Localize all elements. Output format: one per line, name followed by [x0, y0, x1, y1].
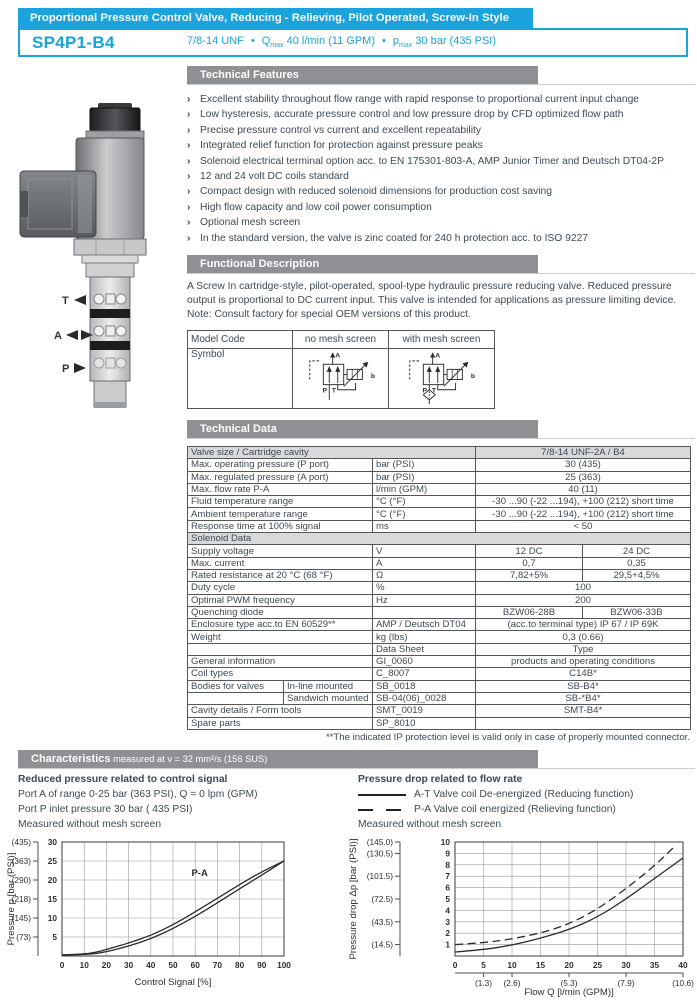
table-row — [188, 606, 691, 618]
table-cell: V — [373, 545, 476, 557]
table-cell: < 50 — [476, 520, 691, 532]
pmax-value: 30 bar (435 PSI) — [415, 35, 497, 48]
table-row — [188, 520, 691, 532]
svg-text:Pressure drop Δp [bar (PSI)]: Pressure drop Δp [bar (PSI)] — [348, 838, 359, 960]
svg-text:8: 8 — [445, 859, 450, 870]
table-cell: Quenching diode — [188, 606, 373, 618]
table-cell: °C (°F) — [373, 508, 476, 520]
table-cell: Solenoid Data — [188, 533, 691, 545]
svg-text:(5.3): (5.3) — [560, 978, 578, 988]
table-cell: 7/8-14 UNF-2A / B4 — [476, 447, 691, 459]
table-cell: Coil types — [188, 668, 373, 680]
table-cell — [476, 717, 691, 729]
table-cell: 29,5+4,5% — [583, 569, 691, 581]
right-chart-notes — [358, 772, 693, 832]
table-cell: 200 — [476, 594, 691, 606]
table-header-cell: with mesh screen — [389, 331, 495, 349]
chart-tick-labels — [12, 837, 292, 970]
svg-text:0: 0 — [59, 960, 65, 970]
svg-text:25: 25 — [47, 856, 57, 866]
table-cell: -30 ...90 (-22 ...194), +100 (212) short time — [476, 508, 691, 520]
chart-note-line: Port A of range 0-25 bar (363 PSI), Q = 0 lpm (GPM) — [18, 789, 258, 800]
svg-text:5: 5 — [481, 960, 486, 970]
svg-text:30: 30 — [123, 960, 134, 970]
svg-text:20: 20 — [101, 960, 112, 970]
svg-text:70: 70 — [212, 960, 223, 970]
svg-text:(363): (363) — [11, 856, 31, 866]
port-label-p: P — [62, 363, 70, 375]
svg-text:40: 40 — [678, 960, 688, 970]
feature-item — [187, 154, 695, 169]
section-bar: Technical Features — [187, 66, 538, 84]
svg-text:P-A: P-A — [191, 868, 208, 880]
svg-text:(43.5): (43.5) — [371, 916, 393, 927]
svg-text:(1.3): (1.3) — [474, 978, 493, 988]
table-cell: kg (lbs) — [373, 631, 476, 643]
svg-text:3: 3 — [445, 916, 450, 927]
svg-text:(130.5): (130.5) — [366, 848, 393, 859]
svg-text:b: b — [470, 372, 475, 380]
feature-text: 12 and 24 volt DC coils standard — [200, 171, 349, 183]
table-row — [188, 631, 691, 643]
chart-note-line: Measured without mesh screen — [358, 819, 502, 830]
port-arrow-a-left-icon — [66, 330, 78, 340]
feature-text: Integrated relief function for protection against pressure peaks — [200, 140, 483, 152]
table-cell — [188, 692, 284, 704]
pmax-subscript: max — [399, 42, 413, 50]
table-cell: SB-B4* — [476, 680, 691, 692]
svg-text:(435): (435) — [11, 837, 31, 847]
table-cell: SB_0018 — [373, 680, 476, 692]
bullet-marker: › — [187, 232, 191, 244]
chart-note-line: Port P inlet pressure 30 bar ( 435 PSI) — [18, 804, 193, 815]
table-cell: Valve size / Cartridge cavity — [188, 447, 476, 459]
svg-text:10: 10 — [440, 837, 450, 847]
svg-text:80: 80 — [234, 960, 245, 970]
feature-item — [187, 138, 695, 153]
feature-text: Excellent stability throughout flow range with rapid response to proportional current input change — [200, 94, 640, 105]
table-cell: Max. regulated pressure (A port) — [188, 471, 373, 483]
table-row — [188, 496, 691, 508]
svg-text:Flow Q [l/min (GPM)]: Flow Q [l/min (GPM)] — [524, 987, 614, 998]
table-cell: BZW06-33B — [583, 606, 691, 618]
chart-title: Pressure drop related to flow rate — [358, 774, 523, 785]
qmax-subscript: max — [270, 42, 284, 50]
table-row — [188, 545, 691, 557]
table-cell: Fluid temperature range — [188, 496, 373, 508]
table-cell: 0,7 — [476, 557, 583, 569]
hydraulic-symbol-drawing — [396, 349, 488, 405]
svg-text:(73): (73) — [16, 932, 31, 942]
svg-text:40: 40 — [146, 960, 156, 970]
svg-text:(2.6): (2.6) — [503, 978, 521, 988]
feature-item — [187, 123, 695, 138]
svg-text:1: 1 — [445, 939, 450, 950]
table-row — [188, 349, 495, 409]
table-cell: bar (PSI) — [373, 471, 476, 483]
port-arrow-t-icon — [74, 295, 86, 305]
pressure-drop-chart — [348, 833, 696, 1001]
table-row — [188, 483, 691, 495]
port-label-t: T — [62, 295, 69, 307]
svg-text:b: b — [370, 372, 375, 380]
table-cell: 7,82+5% — [476, 569, 583, 581]
bullet-marker: › — [187, 109, 191, 121]
svg-text:(101.5): (101.5) — [366, 871, 393, 882]
chart-note-line: Measured without mesh screen — [18, 819, 162, 830]
table-cell: Sandwich mounted — [284, 692, 373, 704]
table-cell: Ω — [373, 569, 476, 581]
table-row — [188, 692, 691, 704]
table-cell: SP_8010 — [373, 717, 476, 729]
svg-text:(14.5): (14.5) — [371, 939, 393, 950]
bullet-marker: › — [187, 124, 191, 136]
reduced-pressure-chart — [4, 833, 314, 1001]
svg-text:9: 9 — [445, 848, 450, 859]
svg-text:(145): (145) — [11, 913, 31, 923]
svg-text:Pressure p [bar (PSI)]: Pressure p [bar (PSI)] — [6, 852, 17, 946]
svg-text:5: 5 — [445, 894, 450, 904]
table-header-cell: Model Code — [188, 331, 293, 349]
section-bar: Technical Data — [187, 420, 538, 438]
svg-text:20: 20 — [564, 960, 574, 970]
table-cell: Max. current — [188, 557, 373, 569]
table-cell: 25 (363) — [476, 471, 691, 483]
table-cell: -30 ...90 (-22 ...194), +100 (212) short time — [476, 496, 691, 508]
valve-body-drawing — [20, 103, 146, 408]
thread-size: 7/8-14 UNF — [187, 35, 244, 48]
table-cell: Type — [476, 643, 691, 655]
table-cell: bar (PSI) — [373, 459, 476, 471]
svg-text:P: P — [421, 387, 427, 395]
series-line — [455, 847, 674, 945]
chart-grid — [455, 842, 683, 956]
svg-text:6: 6 — [445, 882, 450, 893]
table-row — [188, 331, 495, 349]
svg-text:10: 10 — [79, 960, 89, 970]
svg-text:2: 2 — [445, 928, 450, 939]
svg-text:(7.9): (7.9) — [617, 978, 635, 988]
table-cell: AMP / Deutsch DT04 — [373, 619, 476, 631]
qmax-symbol: Q — [261, 35, 271, 48]
hydraulic-symbol-drawing — [296, 349, 388, 405]
spec-separator: • — [250, 35, 255, 48]
table-cell: SB-*B4* — [476, 692, 691, 704]
port-arrow-p-icon — [74, 363, 86, 373]
svg-text:7: 7 — [445, 871, 450, 882]
svg-text:(145.0): (145.0) — [366, 837, 393, 847]
table-row — [188, 557, 691, 569]
table-cell: SMT-B4* — [476, 705, 691, 717]
document-title-bar: Proportional Pressure Control Valve, Reducing - Relieving, Pilot Operated, Screw-In Style — [18, 8, 533, 28]
table-cell: Spare parts — [188, 717, 373, 729]
feature-text: Precise pressure control vs current and excellent repeatability — [200, 124, 482, 136]
table-row — [188, 717, 691, 729]
svg-text:25: 25 — [592, 960, 603, 970]
svg-text:(218): (218) — [11, 894, 31, 904]
spec-separator: • — [382, 35, 386, 48]
table-cell: products and operating conditions — [476, 656, 691, 668]
svg-text:15: 15 — [47, 894, 57, 904]
svg-text:A: A — [335, 352, 341, 360]
svg-text:100: 100 — [277, 960, 291, 970]
svg-text:Control Signal [%]: Control Signal [%] — [134, 977, 212, 988]
section-bar: Functional Description — [187, 255, 538, 273]
characteristics-conditions: measured at ν = 32 mm²/s (156 SUS) — [110, 754, 268, 764]
feature-item — [187, 200, 695, 215]
model-code: SP4P1-B4 — [32, 32, 115, 52]
section-characteristics-header — [18, 750, 695, 769]
svg-text:90: 90 — [257, 960, 267, 970]
table-row — [188, 569, 691, 581]
bullet-marker: › — [187, 94, 191, 105]
table-header-cell: no mesh screen — [293, 331, 389, 349]
section-bar — [18, 750, 538, 768]
table-row — [188, 680, 691, 692]
table-cell: Weight — [188, 631, 373, 643]
feature-item — [187, 107, 695, 122]
svg-text:(290): (290) — [11, 875, 31, 885]
technical-data-table — [187, 446, 691, 730]
svg-text:20: 20 — [47, 875, 57, 885]
table-row — [188, 668, 691, 680]
table-cell: In-line mounted — [284, 680, 373, 692]
svg-text:10: 10 — [507, 960, 517, 970]
legend-item — [358, 802, 693, 817]
technical-features-list — [187, 92, 695, 246]
feature-item — [187, 169, 695, 184]
section-functional-description-header — [187, 255, 695, 274]
legend-dashed-line-icon — [358, 809, 406, 811]
table-row — [188, 459, 691, 471]
svg-text:P: P — [322, 387, 328, 395]
functional-description-text: A Screw In cartridge-style, pilot-operated, spool-type hydraulic pressure reducing valve. Reduced pressure output is proportional to DC current input. This valve is intended for applications as pressure limiting device. Note: Consult factory for special OEM versions of this product. — [187, 281, 677, 320]
svg-text:A: A — [434, 352, 440, 360]
table-cell: 0,35 — [583, 557, 691, 569]
table-row — [188, 533, 691, 545]
table-row — [188, 705, 691, 717]
table-cell: C_8007 — [373, 668, 476, 680]
table-cell: Symbol — [188, 349, 293, 409]
table-cell: Max. flow rate P-A — [188, 483, 373, 495]
table-cell: Hz — [373, 594, 476, 606]
table-cell: Response time at 100% signal — [188, 520, 373, 532]
table-cell: Duty cycle — [188, 582, 373, 594]
table-row — [188, 508, 691, 520]
model-spec-line — [187, 35, 496, 49]
section-technical-features-header — [187, 66, 695, 85]
feature-item — [187, 92, 695, 107]
svg-text:60: 60 — [190, 960, 200, 970]
table-cell: Cavity details / Form tools — [188, 705, 373, 717]
left-chart-notes — [18, 772, 348, 832]
table-cell: Optimal PWM frequency — [188, 594, 373, 606]
qmax-value: 40 l/min (11 GPM) — [286, 35, 376, 48]
table-cell — [373, 606, 476, 618]
table-footnote: **The indicated IP protection level is valid only in case of properly mounted connector. — [325, 732, 690, 743]
table-row — [188, 582, 691, 594]
table-row — [188, 656, 691, 668]
svg-text:30: 30 — [621, 960, 631, 970]
svg-text:0: 0 — [452, 960, 458, 970]
port-label-a: A — [54, 330, 62, 342]
section-technical-data-header — [187, 420, 695, 439]
table-cell: ms — [373, 520, 476, 532]
svg-text:35: 35 — [649, 960, 660, 970]
pmax-symbol: p — [392, 35, 399, 48]
svg-text:5: 5 — [52, 932, 57, 942]
svg-text:T: T — [331, 387, 336, 395]
svg-text:(72.5): (72.5) — [371, 894, 393, 904]
bullet-marker: › — [187, 217, 191, 229]
table-cell: BZW06-28B — [476, 606, 583, 618]
table-cell: SB-04(06)_0028 — [373, 692, 476, 704]
chart-tick-labels — [367, 837, 694, 988]
feature-text: Compact design with reduced solenoid dimensions for production cost saving — [200, 186, 553, 198]
svg-text:10: 10 — [47, 913, 57, 923]
table-cell: Data Sheet — [373, 643, 476, 655]
table-cell: Max. operating pressure (P port) — [188, 459, 373, 471]
bullet-marker: › — [187, 155, 191, 167]
legend-label: P-A Valve coil energized (Relieving function) — [414, 804, 616, 815]
bullet-marker: › — [187, 201, 191, 213]
table-row — [188, 643, 691, 655]
svg-text:4: 4 — [445, 905, 450, 916]
table-cell: General information — [188, 656, 373, 668]
table-cell: (acc.to terminal type) IP 67 / IP 69K — [476, 619, 691, 631]
feature-text: In the standard version, the valve is zinc coated for 240 h protection acc. to ISO 9227 — [200, 232, 589, 244]
table-cell: 24 DC — [583, 545, 691, 557]
table-row — [188, 594, 691, 606]
table-row — [188, 447, 691, 459]
table-cell: Enclosure type acc.to EN 60529** — [188, 619, 373, 631]
table-cell: l/min (GPM) — [373, 483, 476, 495]
feature-text: Optional mesh screen — [200, 217, 301, 229]
legend-label: A-T Valve coil De-energized (Reducing function) — [414, 789, 634, 800]
table-row — [188, 619, 691, 631]
table-cell: SMT_0019 — [373, 705, 476, 717]
table-row — [188, 471, 691, 483]
table-cell: % — [373, 582, 476, 594]
table-cell: 0,3 (0.66) — [476, 631, 691, 643]
bullet-marker: › — [187, 171, 191, 183]
feature-text: Low hysteresis, accurate pressure control and low pressure drop by CFD optimized flow path — [200, 109, 624, 121]
legend-solid-line-icon — [358, 794, 406, 796]
symbol-table — [187, 330, 495, 409]
feature-text: Solenoid electrical terminal option acc. to EN 175301-803-A, AMP Junior Timer and Deutsch DT04-2P — [200, 155, 664, 167]
model-code-box — [18, 28, 688, 57]
table-cell: A — [373, 557, 476, 569]
table-cell: °C (°F) — [373, 496, 476, 508]
table-cell: 40 (11) — [476, 483, 691, 495]
hydraulic-symbol-no-mesh — [293, 349, 389, 409]
bullet-marker: › — [187, 186, 191, 198]
valve-product-illustration — [14, 103, 179, 421]
table-cell: 30 (435) — [476, 459, 691, 471]
table-cell: 12 DC — [476, 545, 583, 557]
table-cell: Bodies for valves — [188, 680, 284, 692]
feature-item — [187, 184, 695, 199]
feature-item — [187, 231, 695, 246]
svg-text:(10.6): (10.6) — [672, 978, 694, 988]
feature-text: High flow capacity and low coil power consumption — [200, 201, 432, 213]
table-cell: 100 — [476, 582, 691, 594]
table-cell: GI_0060 — [373, 656, 476, 668]
svg-text:50: 50 — [168, 960, 178, 970]
characteristics-heading: Characteristics — [31, 753, 111, 765]
table-cell: Rated resistance at 20 °C (68 °F) — [188, 569, 373, 581]
table-cell: Supply voltage — [188, 545, 373, 557]
feature-item — [187, 215, 695, 230]
hydraulic-symbol-with-mesh — [389, 349, 495, 409]
chart-title: Reduced pressure related to control signal — [18, 774, 228, 785]
legend-item — [358, 787, 693, 802]
svg-text:T: T — [431, 387, 436, 395]
table-cell — [188, 643, 373, 655]
bullet-marker: › — [187, 140, 191, 152]
table-cell: C14B* — [476, 668, 691, 680]
svg-text:15: 15 — [535, 960, 546, 970]
svg-text:30: 30 — [47, 837, 57, 847]
chart-grid — [62, 842, 284, 956]
table-cell: Ambient temperature range — [188, 508, 373, 520]
